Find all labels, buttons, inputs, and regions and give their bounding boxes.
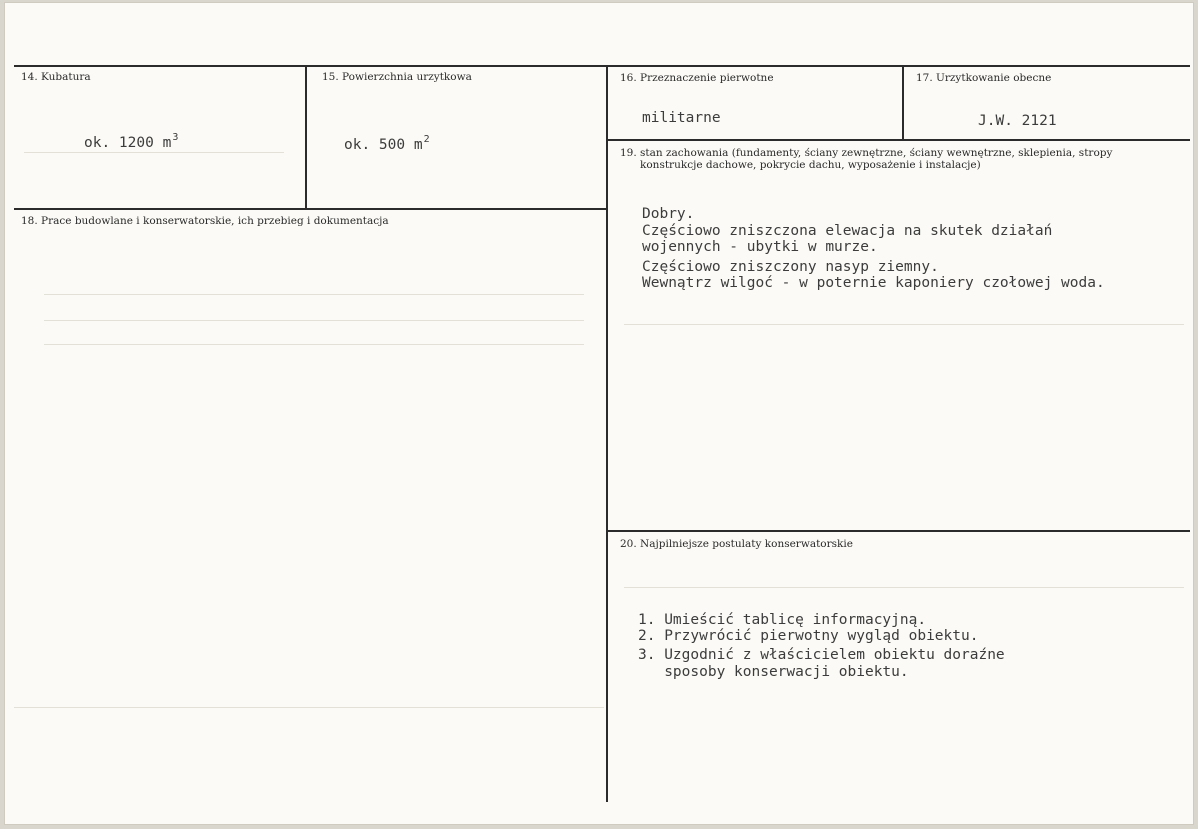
postulate-line: sposoby konserwacji obiektu. <box>638 664 909 680</box>
field-15-label: 15. Powierzchnia urzytkowa <box>322 71 472 83</box>
rule-row1-bottom-right <box>607 139 1190 141</box>
volume-unit-exponent: 3 <box>172 132 179 143</box>
top-rule <box>14 65 1190 67</box>
postulate-line: 2. Przywrócić pierwotny wygląd obiektu. <box>638 628 979 644</box>
postulate-line: 3. Uzgodnić z właścicielem obiektu doraźne <box>638 647 1005 663</box>
condition-line: Dobry. <box>642 206 695 222</box>
field-16-label: 16. Przeznaczenie pierwotne <box>620 72 774 84</box>
area-value: ok. 500 m <box>344 137 423 153</box>
divider-14-15 <box>305 66 307 209</box>
rule-section20-top <box>607 530 1190 532</box>
volume-value: ok. 1200 m <box>84 135 172 151</box>
field-19-label-line1: 19. stan zachowania (fundamenty, ściany zewnętrzne, ściany wewnętrzne, sklepienia, stropy <box>620 147 1113 159</box>
field-19-label-line2: konstrukcje dachowe, pokrycie dachu, wyposażenie i instalacje) <box>640 159 981 171</box>
field-18-label: 18. Prace budowlane i konserwatorskie, ich przebieg i dokumentacja <box>21 215 389 227</box>
postulate-line: 1. Umieścić tablicę informacyjną. <box>638 612 927 628</box>
record-card <box>4 2 1194 825</box>
field-17-value: J.W. 2121 <box>978 113 1057 129</box>
divider-16-17 <box>902 66 904 140</box>
rule-row1-bottom-left <box>14 208 608 210</box>
field-14-label: 14. Kubatura <box>21 71 91 83</box>
field-20-label: 20. Najpilniejsze postulaty konserwatorskie <box>620 538 853 550</box>
condition-line: Częściowo zniszczony nasyp ziemny. <box>642 259 939 275</box>
field-17-label: 17. Urzytkowanie obecne <box>916 72 1052 84</box>
condition-line: Wewnątrz wilgoć - w poternie kaponiery czołowej woda. <box>642 275 1105 291</box>
condition-line: wojennych - ubytki w murze. <box>642 239 878 255</box>
field-16-value: militarne <box>642 110 721 126</box>
center-divider <box>606 66 608 802</box>
area-unit-exponent: 2 <box>423 134 430 145</box>
condition-line: Częściowo zniszczona elewacja na skutek działań <box>642 223 1053 239</box>
field-14-value <box>84 130 178 151</box>
field-15-value <box>344 132 430 153</box>
